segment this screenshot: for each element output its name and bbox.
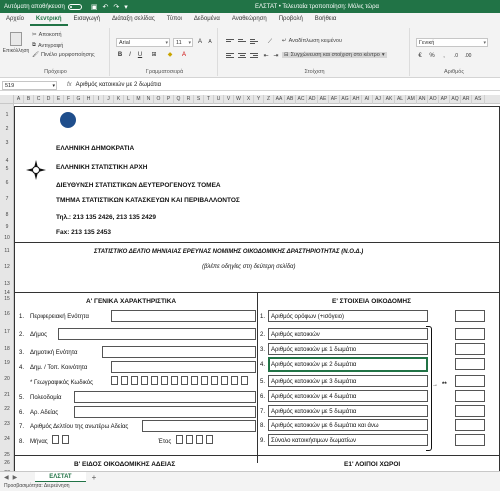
sheet-tab-elstat[interactable]: ΕΛΣΤΑΤ (35, 472, 85, 483)
a-item-num: 8. (19, 439, 25, 445)
number-group-label: Αριθμός (444, 69, 464, 75)
chevron-down-icon: ▾ (165, 40, 168, 46)
decrease-decimal-icon[interactable]: .00 (464, 53, 472, 59)
year-box[interactable] (196, 435, 203, 444)
row-header[interactable]: 20 (4, 376, 10, 382)
align-center-icon[interactable] (238, 52, 246, 60)
e-item-label: Αριθμός κατοικιών (271, 332, 320, 338)
divider-1 (14, 242, 500, 243)
column-header[interactable]: AS (472, 95, 485, 104)
column-header[interactable]: V (224, 95, 234, 104)
row-headers (0, 104, 14, 471)
e-item-frame (268, 419, 428, 431)
geo-code-box[interactable] (171, 376, 178, 385)
row-header[interactable]: 10 (4, 235, 10, 241)
column-header[interactable]: AN (417, 95, 428, 104)
redo-icon[interactable]: ↷ (113, 3, 120, 11)
row-header[interactable]: 11 (4, 248, 10, 254)
month-box[interactable] (52, 435, 59, 444)
increase-indent-icon[interactable]: ⇥ (273, 53, 279, 59)
font-color-icon[interactable]: A (181, 52, 186, 58)
clipboard-group (2, 28, 110, 76)
column-header[interactable]: AP (439, 95, 450, 104)
year-box[interactable] (176, 435, 183, 444)
header-line-4: ΤΜΗΜΑ ΣΤΑΤΙΣΤΙΚΩΝ ΚΑΤΑΣΚΕΥΩΝ ΚΑΙ ΠΕΡΙΒΑΛΛΟΝΤΟΣ (56, 197, 240, 204)
selected-cell[interactable] (268, 357, 428, 372)
save-icon[interactable]: ▣ (90, 3, 98, 11)
grow-font-icon[interactable]: A (197, 39, 202, 45)
section-e1-title: Ε1' ΛΟΙΠΟΙ ΧΩΡΟΙ (344, 461, 401, 468)
form-subtitle: (βλέπε οδηγίες στη δεύτερη σελίδα) (202, 264, 296, 270)
row-header[interactable]: 18 (4, 346, 10, 352)
year-label: Έτος (158, 439, 172, 445)
column-header[interactable]: W (234, 95, 244, 104)
hellenic-statistics-logo (26, 160, 46, 180)
e-item-frame (268, 328, 428, 340)
geo-code-box[interactable] (241, 376, 248, 385)
autosave-label: Αυτόματη αποθήκευση (4, 3, 65, 10)
geo-code-box[interactable] (191, 376, 198, 385)
divider-3 (14, 455, 500, 456)
e-value-input[interactable] (455, 328, 485, 340)
e-item-label: Σύνολο κατοικήσιμων δωματίων (271, 438, 356, 444)
column-header[interactable]: X (244, 95, 254, 104)
tab-help[interactable]: Βοήθεια (314, 16, 337, 22)
form-border-left (14, 106, 15, 471)
e-item-num: 2. (260, 332, 266, 338)
row-header[interactable]: 12 (4, 264, 10, 270)
a-item-num: 5. (19, 395, 25, 401)
row-header[interactable]: 24 (4, 436, 10, 442)
align-right-icon[interactable] (250, 52, 258, 60)
a-item-num: 1. (19, 314, 25, 320)
merge-icon: ⊟ (284, 52, 289, 58)
e-item-label: Αριθμός κατοικιών με 4 δωμάτια (271, 394, 357, 400)
a-item-label: Δημ. / Τοπ. Κοινότητα (30, 365, 88, 371)
chevron-down-icon: ▾ (52, 82, 55, 89)
add-sheet-button[interactable]: + (91, 472, 97, 482)
column-header[interactable]: G (74, 95, 84, 104)
font-group (112, 28, 218, 76)
tab-data[interactable]: Δεδομένα (193, 16, 220, 22)
e-item-num: 4. (260, 362, 266, 368)
year-box[interactable] (206, 435, 213, 444)
e-item-frame (268, 390, 428, 402)
accessibility-status[interactable]: Προσβασιμότητα: Διερεύνηση (4, 483, 70, 489)
column-header[interactable]: B (24, 95, 34, 104)
e-item-label: Αριθμός κατοικιών με 1 δωμάτιο (271, 347, 357, 353)
sheet-tab-bar (0, 471, 500, 482)
currency-icon[interactable]: € (418, 53, 422, 59)
header-phone: Τηλ.: 213 135 2426, 213 135 2429 (56, 214, 156, 221)
column-header[interactable]: Q (174, 95, 184, 104)
tab-formulas[interactable]: Τύποι (166, 16, 182, 22)
align-top-icon[interactable] (226, 38, 234, 46)
bracket-arrow: → (432, 382, 438, 388)
e-item-num: 7. (260, 409, 266, 415)
e-value-input[interactable] (455, 310, 485, 322)
a-item-label: Πολεοδομία (30, 395, 62, 401)
row-header[interactable]: 4 (5, 158, 9, 164)
a-item-num: 2. (19, 332, 25, 338)
e-item-frame (268, 375, 428, 387)
e-item-frame (268, 343, 428, 355)
customize-icon[interactable]: ▾ (124, 3, 128, 11)
chevron-down-icon: ▾ (381, 52, 385, 58)
geo-code-box[interactable] (121, 376, 128, 385)
column-header[interactable]: T (204, 95, 214, 104)
column-header[interactable]: S (194, 95, 204, 104)
geo-code-box[interactable] (151, 376, 158, 385)
column-header[interactable]: AJ (373, 95, 384, 104)
bracket-mark: ** (442, 382, 447, 388)
e-item-label: Αριθμός κατοικιών με 3 δωμάτια (271, 379, 357, 385)
row-header[interactable]: 23 (4, 421, 10, 427)
next-sheet-icon[interactable]: ▶ (12, 474, 18, 481)
wrap-text-button[interactable]: ↵ Αναδίπλωση κειμένου (282, 38, 342, 44)
cut-button[interactable]: ✂ Αποκοπή (32, 32, 62, 38)
font-group-label: Γραμματοσειρά (145, 69, 184, 75)
e-item-num: 5. (260, 379, 266, 385)
a-item-num: 4. (19, 365, 25, 371)
month-box[interactable] (62, 435, 69, 444)
worksheet[interactable] (14, 104, 500, 471)
e-item-label: Αριθμός κατοικιών με 2 δωμάτια (271, 362, 357, 368)
alignment-group (220, 28, 410, 76)
undo-icon[interactable]: ↶ (102, 3, 109, 11)
document-title: ΕΛΣΤΑΤ • Τελευταία τροποποίηση: Μόλις τώρα (255, 3, 379, 10)
a-item-label: * Γεωγραφικός Κωδικός (30, 380, 94, 386)
e-item-frame (268, 310, 428, 322)
merge-center-button[interactable]: ⊟ Συγχώνευση και στοίχιση στο κέντρο ▾ (284, 52, 385, 58)
e-value-input[interactable] (455, 390, 485, 402)
number-format-select[interactable]: Γενική ▾ (416, 38, 488, 47)
paste-button[interactable]: Επικόλληση (5, 32, 27, 54)
copy-icon: ⧉ (32, 42, 36, 48)
column-header[interactable]: AR (461, 95, 472, 104)
a-item-num: 7. (19, 424, 25, 430)
format-painter-button[interactable]: 🖌 Πινέλο μορφοποίησης (32, 52, 95, 58)
geo-code-box[interactable] (201, 376, 208, 385)
e-item-frame (268, 405, 428, 417)
tab-page-layout[interactable]: Διάταξη σελίδας (112, 16, 155, 22)
a-item-input[interactable] (74, 391, 256, 403)
column-header[interactable]: AK (384, 95, 395, 104)
a-item-num: 6. (19, 410, 25, 416)
tab-review[interactable]: Αναθεώρηση (231, 16, 267, 22)
row-header[interactable]: 15 (4, 296, 10, 302)
a-item-num: 3. (19, 350, 25, 356)
column-header[interactable]: AC (296, 95, 307, 104)
orientation-icon[interactable]: ⟋ (267, 39, 273, 45)
row-header[interactable]: 22 (4, 406, 10, 412)
column-header[interactable]: AE (318, 95, 329, 104)
e-value-input[interactable] (455, 405, 485, 417)
wrap-text-icon: ↵ (282, 38, 287, 44)
geo-code-box[interactable] (131, 376, 138, 385)
column-header[interactable]: AG (340, 95, 351, 104)
geo-code-box[interactable] (211, 376, 218, 385)
column-header[interactable]: K (114, 95, 124, 104)
ribbon (0, 26, 500, 78)
shrink-font-icon[interactable]: A (208, 39, 212, 45)
column-header[interactable]: H (84, 95, 94, 104)
row-header[interactable]: 19 (4, 360, 10, 366)
percent-icon[interactable]: % (429, 53, 435, 59)
column-header[interactable]: AH (351, 95, 362, 104)
row-header[interactable]: 9 (5, 224, 9, 230)
bracket (426, 326, 432, 451)
tab-file[interactable]: Αρχείο (6, 16, 24, 22)
row-header[interactable]: 6 (5, 180, 9, 186)
formula-bar (0, 80, 500, 91)
font-name-select[interactable]: Arial ▾ (116, 38, 170, 47)
e-item-label: Αριθμός ορόφων (+ισόγειο) (271, 314, 344, 320)
row-header[interactable]: 7 (5, 196, 9, 202)
column-headers (14, 95, 500, 104)
font-size-select[interactable]: 11 ▾ (173, 38, 193, 47)
status-bar (0, 482, 500, 491)
e-item-label: Αριθμός κατοικιών με 6 δωμάτια και άνω (271, 423, 379, 429)
e-value-input[interactable] (455, 343, 485, 355)
column-header[interactable]: AL (395, 95, 406, 104)
column-header[interactable]: I (94, 95, 104, 104)
column-header[interactable]: AQ (450, 95, 461, 104)
column-header[interactable]: Z (264, 95, 274, 104)
column-header[interactable]: AD (307, 95, 318, 104)
chevron-down-icon: ▾ (188, 40, 191, 46)
a-item-label: Αρ. Αδείας (30, 410, 59, 416)
column-header[interactable]: P (164, 95, 174, 104)
column-header[interactable]: A (14, 95, 24, 104)
comma-style-icon[interactable]: ‚ (443, 53, 445, 59)
scissors-icon: ✂ (32, 32, 37, 38)
alignment-group-label: Στοίχιση (304, 69, 325, 75)
a-item-input[interactable] (142, 420, 256, 432)
column-header[interactable]: AI (362, 95, 373, 104)
a-item-input[interactable] (58, 328, 256, 340)
row-header[interactable]: 13 (4, 281, 10, 287)
e-value-input[interactable] (455, 434, 485, 446)
e-value-input[interactable] (455, 375, 485, 387)
a-item-input[interactable] (111, 310, 256, 322)
a-item-label: Μήνας (30, 439, 48, 445)
select-all-corner[interactable] (0, 95, 14, 104)
row-header[interactable]: 25 (4, 452, 10, 458)
row-header[interactable]: 17 (4, 329, 10, 335)
italic-icon[interactable]: I (129, 52, 131, 58)
e-item-num: 1. (260, 314, 266, 320)
e-item-num: 6. (260, 394, 266, 400)
column-header[interactable]: D (44, 95, 54, 104)
align-left-icon[interactable] (226, 52, 234, 60)
row-header[interactable]: 26 (4, 460, 10, 466)
section-divider (257, 292, 258, 463)
form-title: ΣΤΑΤΙΣΤΙΚΟ ΔΕΛΤΙΟ ΜΗΝΙΑΙΑΣ ΕΡΕΥΝΑΣ ΝΟΜΙΜΗΣ ΟΙΚΟΔΟΜΙΚΗΣ ΔΡΑΣΤΗΡΙΟΤΗΤΑΣ (Ν.Ο.Δ.) (94, 249, 364, 255)
fx-icon[interactable]: fx (67, 82, 72, 88)
column-header[interactable]: E (54, 95, 64, 104)
header-line-2: ΕΛΛΗΝΙΚΗ ΣΤΑΤΙΣΤΙΚΗ ΑΡΧΗ (56, 164, 148, 171)
increase-decimal-icon[interactable]: .0 (453, 53, 459, 59)
column-header[interactable]: C (34, 95, 44, 104)
number-group (412, 28, 496, 76)
column-header[interactable]: AO (428, 95, 439, 104)
column-header[interactable]: N (144, 95, 154, 104)
autosave-toggle[interactable] (68, 4, 82, 10)
geo-code-box[interactable] (181, 376, 188, 385)
column-header[interactable]: R (184, 95, 194, 104)
header-line-3: ΔΙΕΥΘΥΝΣΗ ΣΤΑΤΙΣΤΙΚΩΝ ΔΕΥΤΕΡΟΓΕΝΟΥΣ ΤΟΜΕΑ (56, 182, 221, 189)
column-header[interactable]: AM (406, 95, 417, 104)
underline-icon[interactable]: U (137, 52, 143, 58)
bold-icon[interactable]: B (117, 52, 123, 58)
title-bar (0, 0, 500, 13)
header-line-1: ΕΛΛΗΝΙΚΗ ΔΗΜΟΚΡΑΤΙΑ (56, 145, 135, 152)
row-header[interactable]: 8 (5, 212, 9, 218)
decrease-indent-icon[interactable]: ⇤ (263, 53, 269, 59)
geo-code-box[interactable] (221, 376, 228, 385)
e-item-num: 3. (260, 347, 266, 353)
a-item-label: Δήμος (30, 332, 48, 338)
row-header[interactable]: 21 (4, 392, 10, 398)
clipboard-group-label: Πρόχειρο (44, 69, 67, 75)
fill-color-icon[interactable]: ◆ (167, 52, 173, 58)
align-bottom-icon[interactable] (250, 38, 258, 46)
column-header[interactable]: O (154, 95, 164, 104)
a-item-label: Δημοτική Ενότητα (30, 350, 78, 356)
prev-sheet-icon[interactable]: ◀ (4, 474, 9, 481)
form-border-top (14, 106, 500, 107)
e-item-num: 9. (260, 438, 266, 444)
tab-view[interactable]: Προβολή (278, 16, 303, 22)
align-middle-icon[interactable] (238, 38, 246, 46)
column-header[interactable]: J (104, 95, 114, 104)
name-box[interactable]: 519 ▾ (2, 81, 57, 90)
row-header[interactable]: 16 (4, 311, 10, 317)
geo-code-box[interactable] (231, 376, 238, 385)
column-header[interactable]: AF (329, 95, 340, 104)
geo-code-box[interactable] (141, 376, 148, 385)
geo-code-box[interactable] (161, 376, 168, 385)
chevron-down-icon: ▾ (483, 40, 486, 46)
column-header[interactable]: U (214, 95, 224, 104)
paste-icon (10, 32, 22, 46)
e-item-frame (268, 434, 428, 446)
column-header[interactable]: M (134, 95, 144, 104)
row-header[interactable]: 14 (4, 290, 10, 296)
a-item-label: Αριθμός Δελτίου της ανωτέρω Αδείας (30, 424, 129, 430)
column-header[interactable]: AB (285, 95, 296, 104)
ribbon-tabs (0, 13, 500, 26)
copy-button[interactable]: ⧉ Αντιγραφή (32, 42, 64, 49)
a-item-label: Περιφερειακή Ενότητα (30, 314, 89, 320)
header-fax: Fax: 213 135 2453 (56, 229, 111, 236)
column-header[interactable]: F (64, 95, 74, 104)
a-item-input[interactable] (74, 406, 256, 418)
brush-icon: 🖌 (32, 52, 39, 58)
greek-emblem-logo (60, 112, 76, 128)
a-item-input[interactable] (102, 346, 256, 358)
e-item-num: 8. (260, 423, 266, 429)
e-value-input[interactable] (455, 358, 485, 370)
row-header[interactable]: 2 (5, 126, 9, 132)
tab-home[interactable]: Κεντρική (30, 13, 68, 26)
borders-icon[interactable]: ⊞ (151, 52, 157, 58)
column-header[interactable]: AA (274, 95, 285, 104)
row-header[interactable]: 1 (5, 112, 9, 118)
column-header[interactable]: L (124, 95, 134, 104)
row-header[interactable]: 3 (5, 140, 9, 146)
section-e-title: Ε' ΣΤΟΙΧΕΙΑ ΟΙΚΟΔΟΜΗΣ (332, 298, 411, 305)
row-header[interactable]: 5 (5, 166, 9, 172)
formula-input[interactable]: Αριθμός κατοικιών με 2 δωμάτια (75, 82, 162, 88)
column-header[interactable]: Y (254, 95, 264, 104)
section-a-title: Α' ΓΕΝΙΚΑ ΧΑΡΑΚΤΗΡΙΣΤΙΚΑ (86, 298, 177, 305)
quick-access-toolbar (91, 3, 128, 11)
tab-insert[interactable]: Εισαγωγή (73, 16, 101, 22)
a-item-input[interactable] (111, 361, 256, 373)
year-box[interactable] (186, 435, 193, 444)
geo-code-box[interactable] (111, 376, 118, 385)
e-value-input[interactable] (455, 419, 485, 431)
e-item-label: Αριθμός κατοικιών με 5 δωμάτια (271, 409, 357, 415)
section-b-title: Β' ΕΙΔΟΣ ΟΙΚΟΔΟΜΙΚΗΣ ΑΔΕΙΑΣ (74, 461, 176, 468)
